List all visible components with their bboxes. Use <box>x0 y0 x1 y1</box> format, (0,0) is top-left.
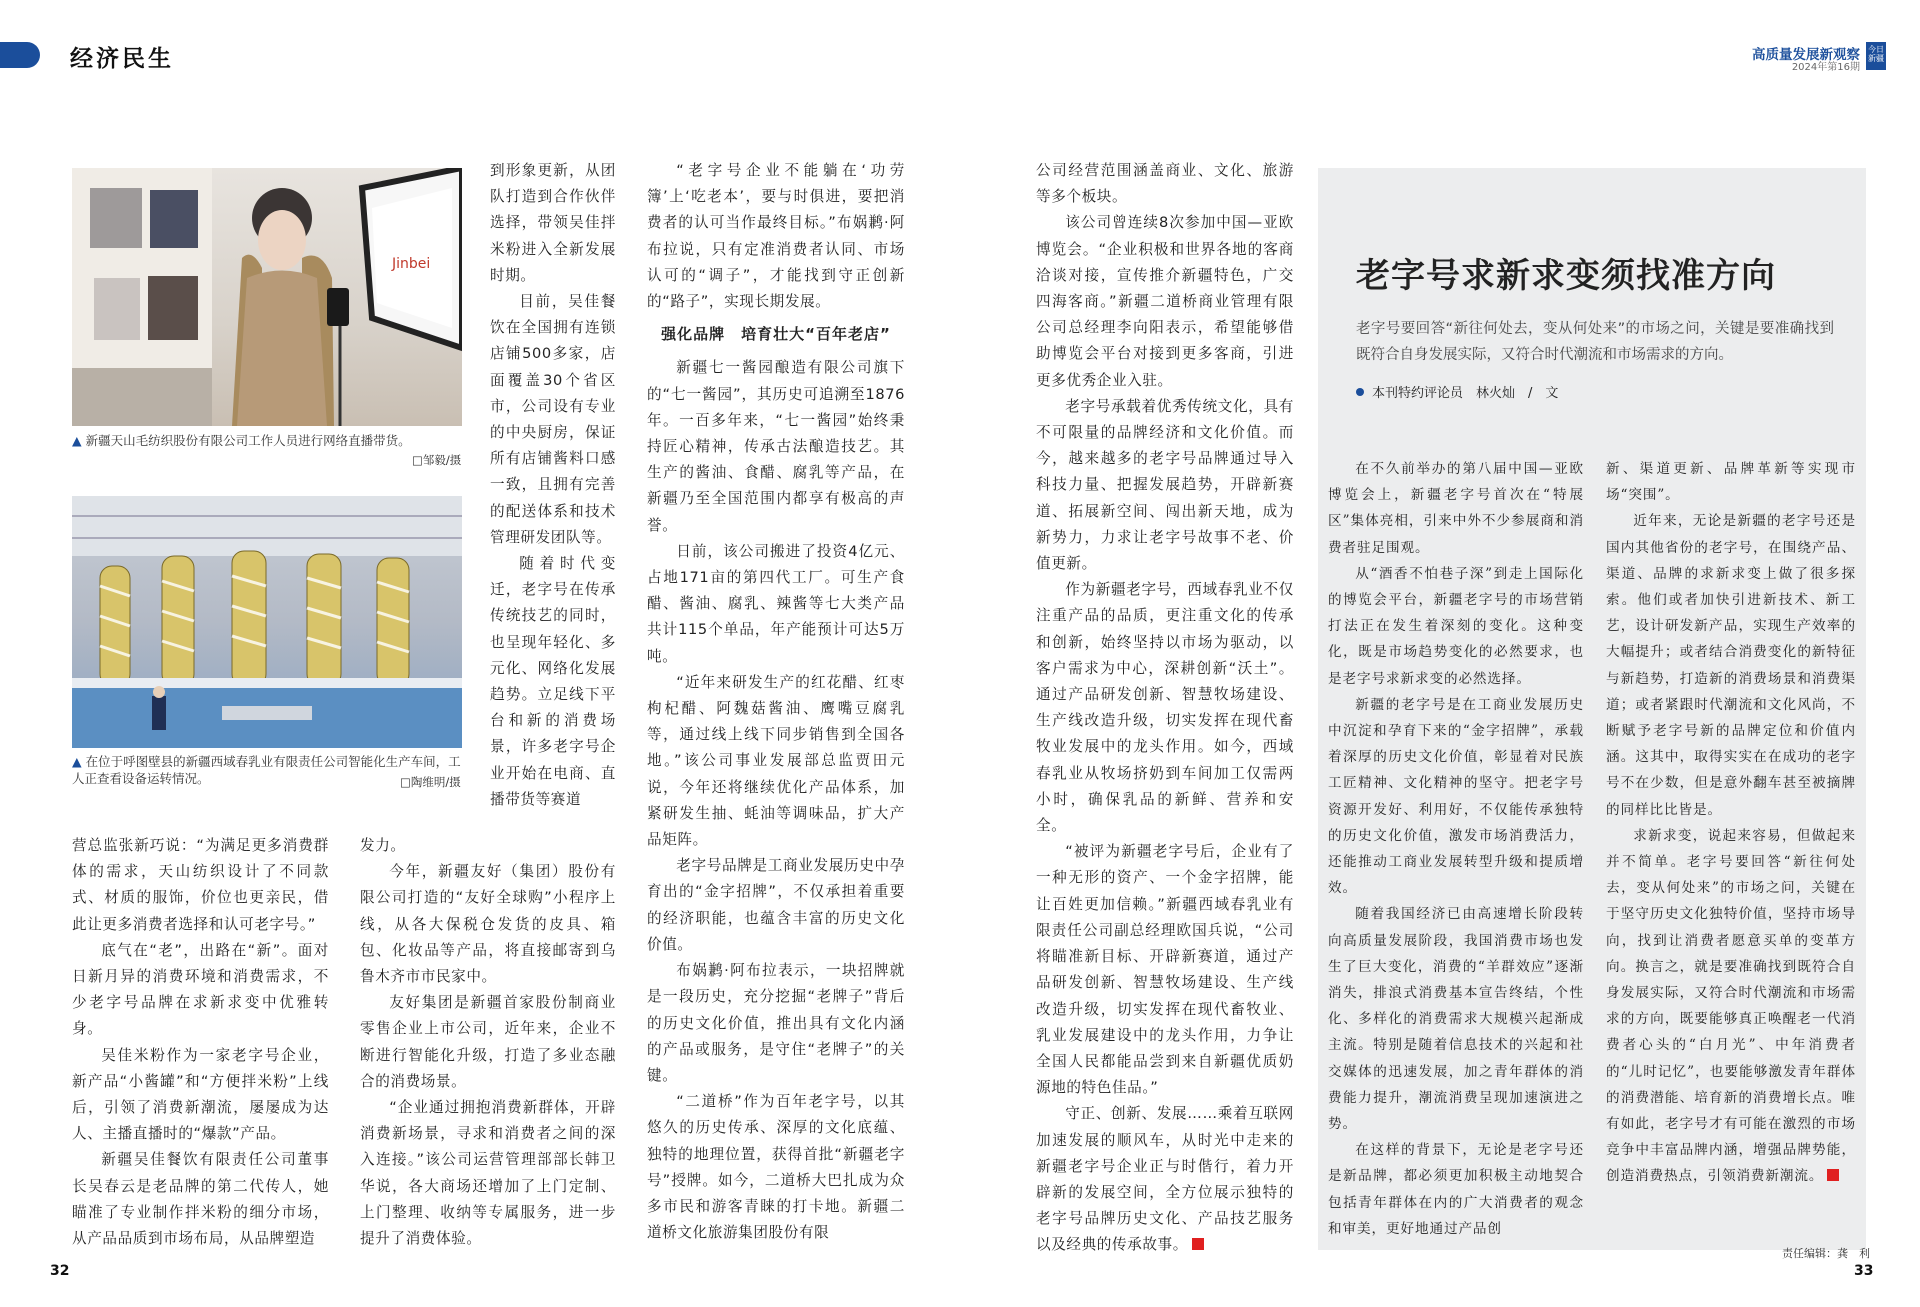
paragraph: “二道桥”作为百年老字号，以其悠久的历史传承、深厚的文化底蕴、独特的地理位置，获得首批“新疆老字号”授牌。如今，二道桥大巴扎成为众多市民和游客青睐的打卡地。新疆二道桥文化旅游集团股份有限 <box>647 1093 905 1242</box>
subheading: 强化品牌 培育壮大“百年老店” <box>661 325 891 344</box>
paragraph: 该公司曾连续8次参加中国—亚欧博览会。“企业积极和世界各地的客商洽谈对接，宣传推介新疆特色，广交四海客商。”新疆二道桥商业管理有限公司总经理李向阳表示，希望能够借助博览会平台对接到更多客商，引进更多优秀企业入驻。 <box>1036 214 1294 389</box>
paragraph: “近年来研发生产的红花醋、红枣枸杞醋、阿魏菇酱油、鹰嘴豆腐乳等，通过线上线下同步销售到全国各地。”该公司事业发展部总监贾田元说，今年还将继续优化产品体系，加紧研发生抽、蚝油等调味品，扩大产品矩阵。 <box>647 673 905 849</box>
paragraph: 新疆七一酱园酿造有限公司旗下的“七一酱园”，其历史可追溯至1876年。一百多年来，“七一酱园”始终秉持匠心精神，传承古法酿造技艺。其生产的酱油、食醋、腐乳等产品，在新疆乃至全国范围内都享有极高的声誉。 <box>647 359 905 534</box>
photo1-credit: □邹毅/摄 <box>412 453 462 467</box>
paragraph: 随着我国经济已由高速增长阶段转向高质量发展阶段，我国消费市场也发生了巨大变化，消费的“羊群效应”逐渐消失，排浪式消费基本宣告终结，个性化、多样化的消费需求大规模兴起渐成主流。特别是随着信息技术的兴起和社交媒体的迅速发展，加之青年群体的消费能力提升，潮流消费呈现加速演进之势。 <box>1328 906 1584 1133</box>
svg-text:Jinbei: Jinbei <box>392 256 431 272</box>
editor-credit: 责任编辑：龚 利 <box>1782 1247 1870 1260</box>
issue-label: 2024年第16期 <box>1791 62 1860 73</box>
paragraph: 在不久前举办的第八届中国—亚欧博览会上，新疆老字号首次在“特展区”集体亮相，引来中外不少参展商和消费者驻足围观。 <box>1328 461 1584 556</box>
page-number-left: 32 <box>50 1263 70 1279</box>
paragraph: 守正、创新、发展……乘着互联网加速发展的顺风车，从时光中走来的新疆老字号企业正与时偕行，着力开辟新的发展空间，全方位展示独特的老字号品牌历史文化、产品技艺服务以及经典的传承故事。 <box>1036 1105 1294 1254</box>
byline-text: 本刊特约评论员 林火灿 / 文 <box>1372 386 1559 401</box>
livestream-photo-graphic <box>72 168 462 426</box>
series-title: 高质量发展新观察 <box>1752 47 1860 63</box>
photo2-caption: ▲ 在位于呼图壁县的新疆西域春乳业有限责任公司智能化生产车间，工人正查看设备运转情况。 <box>72 754 461 786</box>
paragraph: 营总监张新巧说：“为满足更多消费群体的需求，天山纺织设计了不同款式、材质的服饰，价位也更亲民，借此让更多消费者选择和认可老字号。” <box>72 837 329 933</box>
left-col-lower1 <box>72 833 329 1252</box>
bullet-dot-icon <box>1356 388 1364 396</box>
commentary-byline <box>1356 382 1558 401</box>
commentary-lead: 老字号要回答“新往何处去，变从何处来”的市场之问，关键是要准确找到既符合自身发展实际，又符合时代潮流和市场需求的方向。 <box>1356 321 1834 363</box>
paragraph: 底气在“老”，出路在“新”。面对日新月异的消费环境和消费需求，不少老字号品牌在求新求变中优雅转身。 <box>72 941 329 1038</box>
photo1-caption: ▲ 新疆天山毛纺织股份有限公司工作人员进行网络直播带货。 <box>72 433 411 448</box>
paragraph: 随着时代变迁，老字号在传承传统技艺的同时，也呈现年轻化、多元化、网络化发展趋势。立足线下平台和新的消费场景，许多老字号企业开始在电商、直播带货等赛道 <box>490 555 616 808</box>
factory-photo <box>72 496 462 748</box>
commentary-col-1 <box>1328 456 1584 1242</box>
paragraph: 作为新疆老字号，西域春乳业不仅注重产品的品质，更注重文化的传承和创新，始终坚持以市场为驱动，以客户需求为中心，深耕创新“沃土”。通过产品研发创新、智慧牧场建设、生产线改造升级，切实发挥在现代畜牧业发展中的龙头作用。如今，西域春乳业从牧场挤奶到车间加工仅需两小时，确保乳品的新鲜、营养和安全。 <box>1036 581 1294 835</box>
paragraph: 友好集团是新疆首家股份制商业零售企业上市公司，近年来，企业不断进行智能化升级，打造了多业态融合的消费场景。 <box>360 994 616 1090</box>
journal-badge <box>1866 42 1886 70</box>
paragraph: 老字号承载着优秀传统文化，具有不可限量的品牌经济和文化价值。而今，越来越多的老字号品牌通过导入科技力量、把握发展趋势，开辟新赛道、拓展新空间、闯出新天地，成为新势力，力求让老字号故事不老、价值更新。 <box>1036 397 1294 573</box>
photo2-credit: □陶维明/摄 <box>400 775 461 789</box>
livestream-photo <box>72 168 462 426</box>
paragraph: “企业通过拥抱消费新群体，开辟消费新场景，寻求和消费者之间的深入连接。”该公司运营管理部部长韩卫华说，各大商场还增加了上门定制、上门整理、收纳等专属服务，进一步提升了消费体验。 <box>360 1099 616 1248</box>
paragraph: “被评为新疆老字号后，企业有了一种无形的资产、一个金字招牌，能让百姓更加信赖。”新疆西域春乳业有限责任公司副总经理欧国兵说，“公司将瞄准新目标、开辟新赛道，通过产品研发创新、智慧牧场建设、生产线改造升级，切实发挥在现代畜牧业、乳业发展建设中的龙头作用，力争让全国人民都能品尝到来自新疆优质奶源地的特色佳品。” <box>1036 843 1294 1097</box>
paragraph: 公司经营范围涵盖商业、文化、旅游等多个板块。 <box>1036 162 1294 206</box>
photo1-caption-text: 新疆天山毛纺织股份有限公司工作人员进行网络直播带货。 <box>85 433 411 448</box>
photo2-caption-text: 在位于呼图壁县的新疆西域春乳业有限责任公司智能化生产车间，工人正查看设备运转情况。 <box>72 754 461 786</box>
paragraph: 吴佳米粉作为一家老字号企业，新产品“小酱罐”和“方便拌米粉”上线后，引领了消费新潮流，屡屡成为达人、主播直播时的“爆款”产品。 <box>72 1046 329 1143</box>
paragraph: 到形象更新，从团队打造到合作伙伴选择，带领吴佳拌米粉进入全新发展时期。 <box>490 162 616 284</box>
journal-badge-text: 今日新疆 <box>1868 45 1884 63</box>
commentary-col-2 <box>1606 456 1856 1190</box>
paragraph: 目前，吴佳餐饮在全国拥有连锁店铺500多家，店面覆盖30个省区市，公司设有专业的中央厨房，保证所有店铺酱料口感一致，且拥有完善的配送体系和技术管理研发团队等。 <box>490 293 616 546</box>
left-col-b <box>647 158 905 1246</box>
factory-photo-graphic <box>72 496 462 748</box>
paragraph: “老字号企业不能躺在‘功劳簿’上‘吃老本’，要与时俱进，要把消费者的认可当作最终目标。”布娲鹣·阿布拉说，只有定准消费者认同、市场认可的“调子”，才能找到守正创新的“路子”，实现长期发展。 <box>647 162 905 311</box>
paragraph: 在这样的背景下，无论是老字号还是新品牌，都必须更加积极主动地契合包括青年群体在内的广大消费者的观念和审美，更好地通过产品创 <box>1328 1142 1584 1237</box>
end-mark-icon <box>1827 1169 1839 1181</box>
section-tab-shape <box>0 42 40 68</box>
paragraph: 新、渠道更新、品牌革新等实现市场“突围”。 <box>1606 461 1856 504</box>
paragraph: 求新求变，说起来容易，但做起来并不简单。老字号要回答“新往何处去，变从何处来”的市场之问，关键在于坚守历史文化独特价值，坚持市场导向，找到让消费者愿意买单的变革方向。换言之，就是要准确找到既符合自身发展实际，又符合时代潮流和市场需求的方向，既要能够真正唤醒老一代消费者心头的“白月光”、中年消费者的“儿时记忆”，也要能够激发青年群体的消费潜能、培育新的消费增长点。唯有如此，老字号才有可能在激烈的市场竞争中丰富品牌内涵，增强品牌势能，创造消费热点，引领消费新潮流。 <box>1606 827 1856 1185</box>
commentary-title: 老字号求新求变须找准方向 <box>1356 256 1776 296</box>
paragraph: 布娲鹣·阿布拉表示，一块招牌就是一段历史，充分挖掘“老牌子”背后的历史文化价值，推出具有文化内涵的产品或服务，是守住“老牌子”的关键。 <box>647 962 905 1084</box>
paragraph: 从“酒香不怕巷子深”到走上国际化的博览会平台，新疆老字号的市场营销打法正在发生着深刻的变化。这种变化，既是市场趋势变化的必然要求，也是老字号求新求变的必然选择。 <box>1328 565 1584 687</box>
end-mark-icon <box>1192 1238 1204 1250</box>
paragraph: 老字号品牌是工商业发展历史中孕育出的“金字招牌”，不仅承担着重要的经济职能，也蕴含丰富的历史文化价值。 <box>647 857 905 953</box>
paragraph: 近年来，无论是新疆的老字号还是国内其他省份的老字号，在围绕产品、渠道、品牌的求新求变上做了很多探索。他们或者加快引进新技术、新工艺，设计研发新产品，实现生产效率的大幅提升；或者结合消费变化的新特征与新趋势，打造新的消费场景和消费渠道；或者紧跟时代潮流和文化风尚，不断赋予老字号新的品牌定位和价值内涵。这其中，取得实实在在成功的老字号不在少数，但是意外翻车甚至被摘牌的同样比比皆是。 <box>1606 513 1856 818</box>
paragraph: 今年，新疆友好（集团）股份有限公司打造的“友好全球购”小程序上线，从各大保税仓发货的皮具、箱包、化妆品等产品，将直接邮寄到乌鲁木齐市市民家中。 <box>360 863 616 986</box>
paragraph: 新疆吴佳餐饮有限责任公司董事长吴春云是老品牌的第二代传人，她瞄准了专业制作拌米粉的细分市场，从产品品质到市场布局，从品牌塑造 <box>72 1151 329 1248</box>
paragraph: 日前，该公司搬进了投资4亿元、占地171亩的第四代工厂。可生产食醋、酱油、腐乳、辣酱等七大类产品共计115个单品，年产能预计可达5万吨。 <box>647 542 905 665</box>
paragraph: 新疆的老字号是在工商业发展历史中沉淀和孕育下来的“金字招牌”，承载着深厚的历史文化价值，彰显着对民族工匠精神、文化精神的坚守。把老字号资源开发好、利用好，不仅能传承独特的历史文化价值，激发市场消费活力，还能推动工商业发展转型升级和提质增效。 <box>1328 696 1584 897</box>
paragraph: 发力。 <box>360 837 406 854</box>
left-col-a <box>490 158 616 813</box>
right-col-c <box>1036 158 1294 1259</box>
section-title: 经济民生 <box>70 45 174 72</box>
left-col-lower2 <box>360 833 616 1252</box>
page-number-right: 33 <box>1854 1263 1874 1279</box>
